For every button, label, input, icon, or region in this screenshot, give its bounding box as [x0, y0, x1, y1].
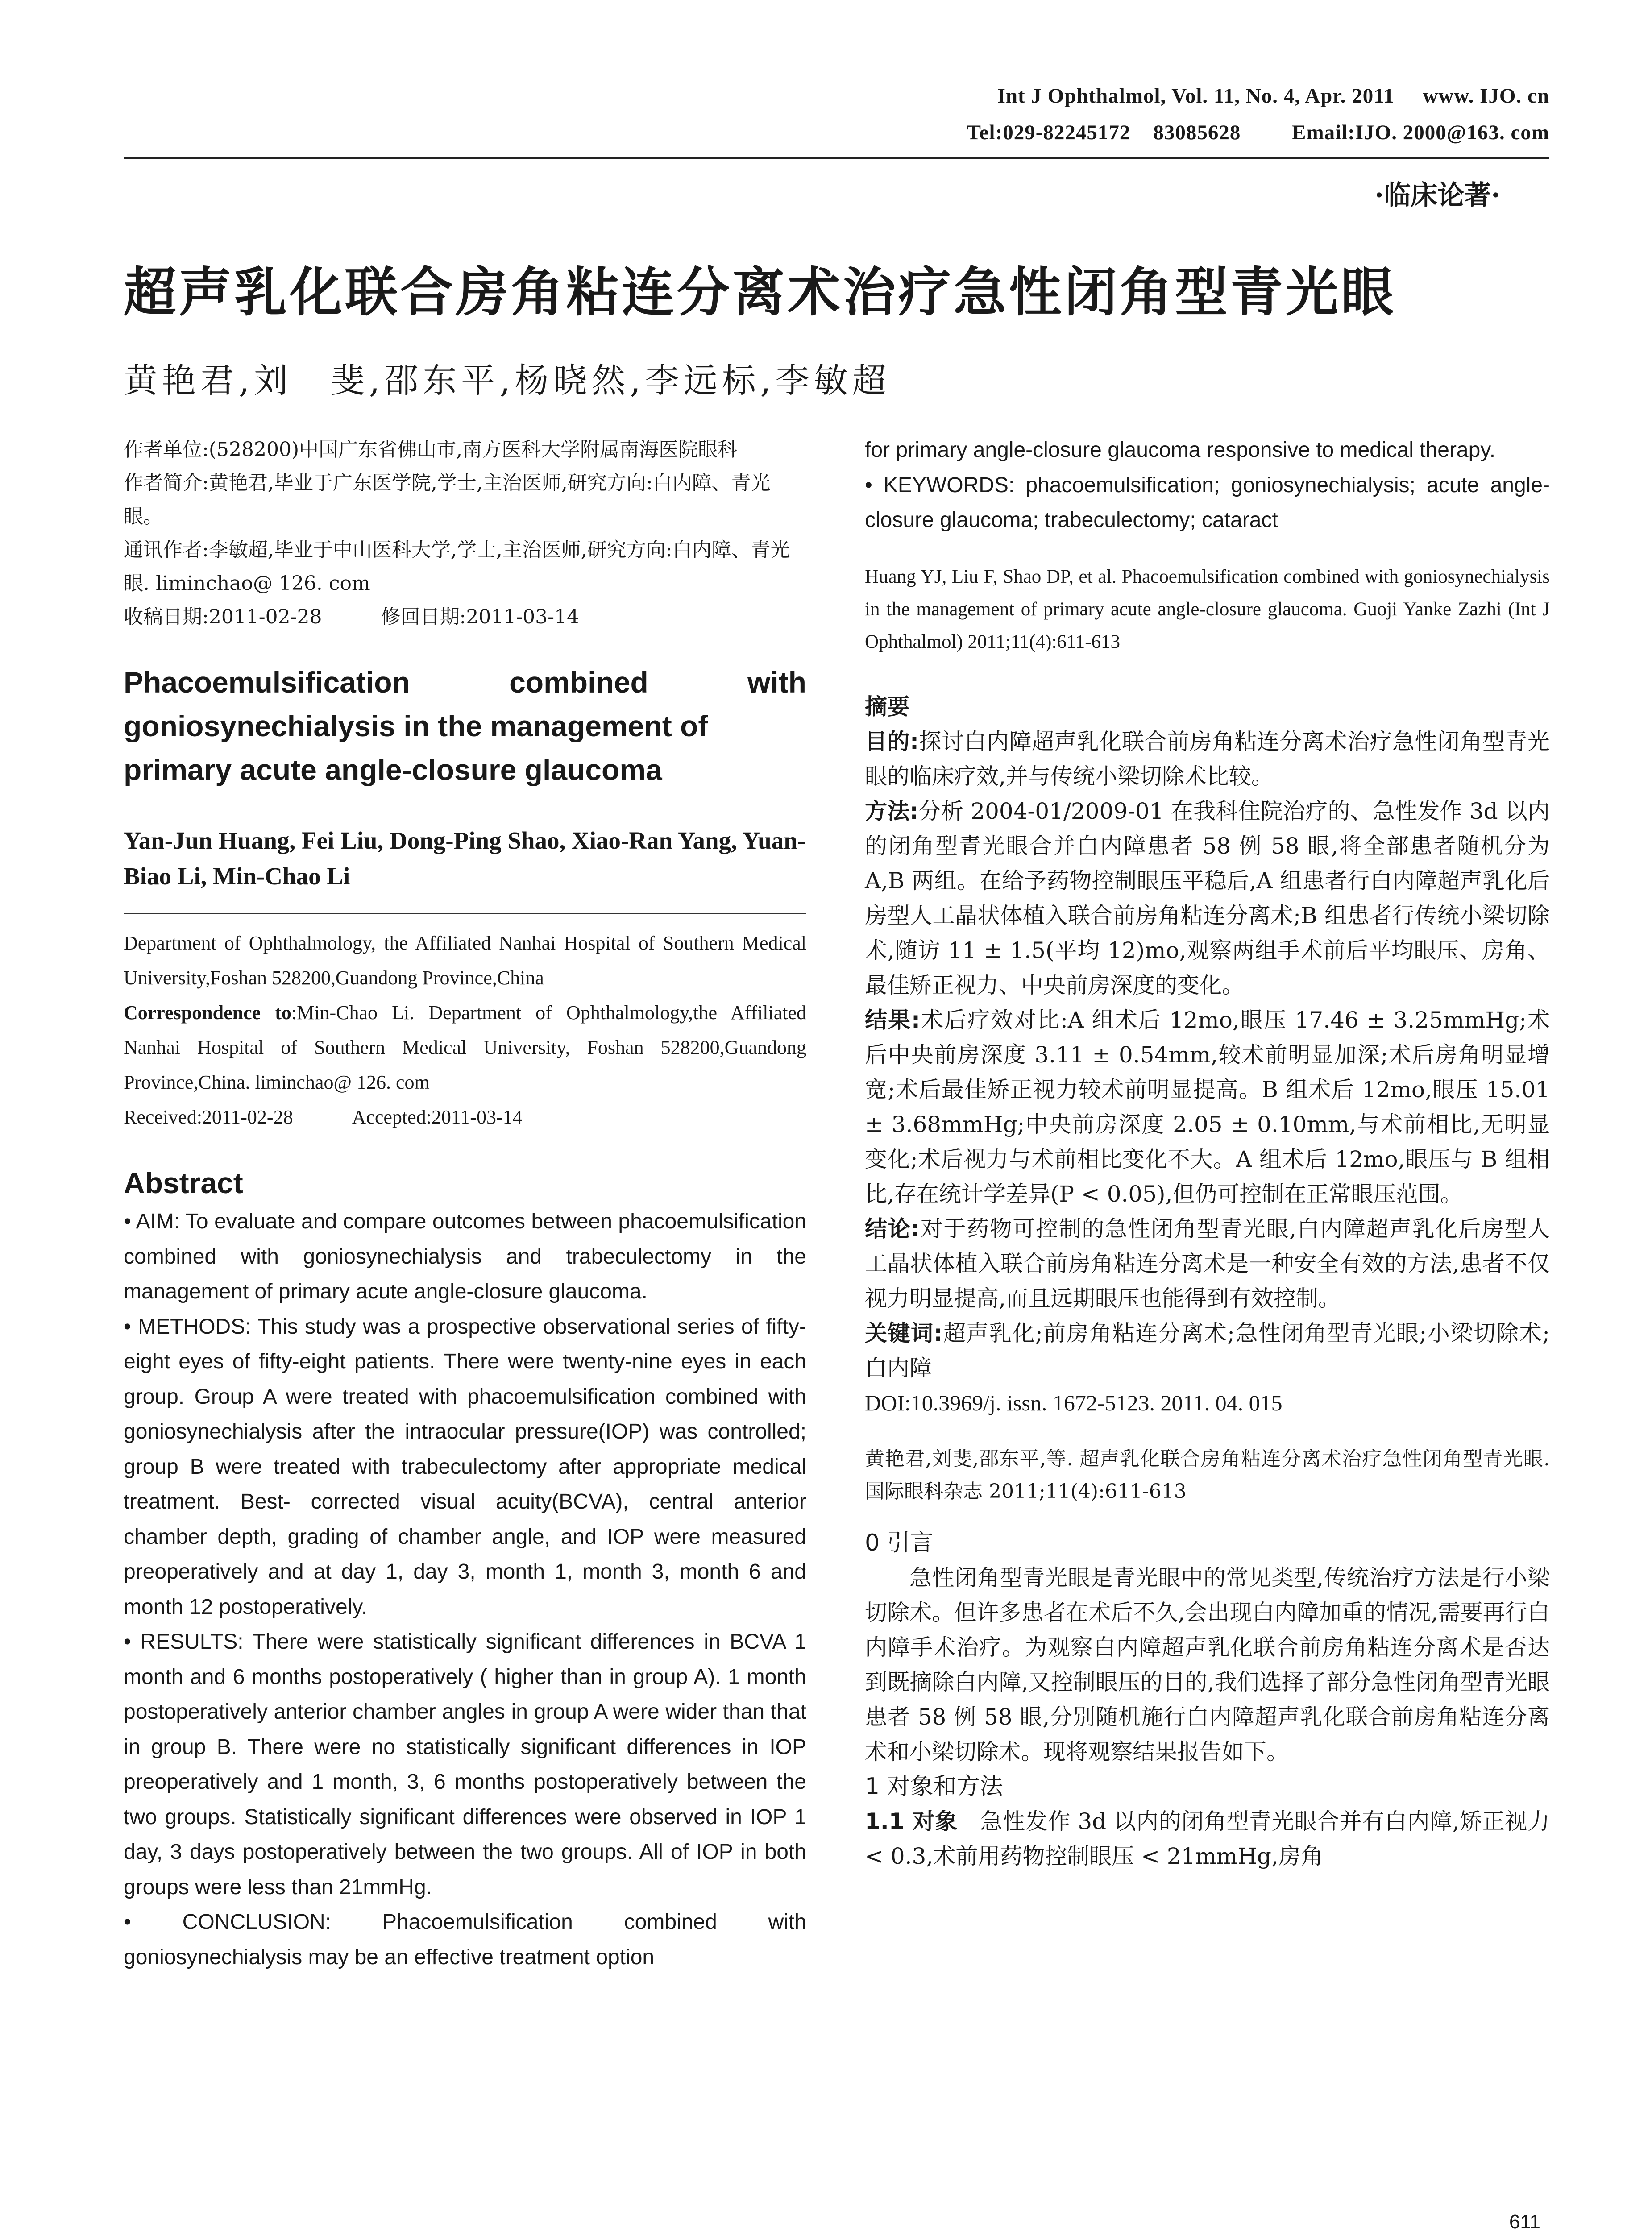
guanjianci-label: 关键词:	[865, 1320, 943, 1346]
jielun-label: 结论:	[865, 1215, 920, 1242]
correspondence-text: :Min-Chao Li. Department of Ophthalmology,the Affiliated Nanhai Hospital of Southern Medical University, Foshan 528200,Guandong Province,China. liminchao@ 126. com	[124, 1002, 806, 1093]
jieguo-label: 结果:	[865, 1007, 920, 1033]
department-en: Department of Ophthalmology, the Affiliated Nanhai Hospital of Southern Medical University,Foshan 528200,Guandong Province,China	[124, 932, 806, 989]
correspondence-label: Correspondence to	[124, 1002, 291, 1024]
title-en-line3: primary acute angle-closure glaucoma	[124, 753, 662, 786]
author-bio: 作者简介:黄艳君,毕业于广东医学院,学士,主治医师,研究方向:白内障、青光眼。	[124, 472, 771, 528]
citation-cn: 黄艳君,刘斐,邵东平,等. 超声乳化联合房角粘连分离术治疗急性闭角型青光眼. 国际眼科杂志 2011;11(4):611-613	[865, 1447, 1550, 1503]
abstract-heading: Abstract	[124, 1166, 243, 1199]
authors-en: Yan-Jun Huang, Fei Liu, Dong-Ping Shao, Xiao-Ran Yang, Yuan-Biao Li, Min-Chao Li	[124, 827, 806, 890]
guanjianci-text: 超声乳化;前房角粘连分离术;急性闭角型青光眼;小梁切除术;白内障	[865, 1320, 1550, 1381]
abstract-methods: • METHODS: This study was a prospective observational series of fifty-eight eyes of fifty-eight patients. There were twenty-nine eyes in each group. Group A were treated with phacoemulsification combined with goniosynechialysis after the intraocular pressure(IOP) was controlled; group B were treated with trabeculectomy after appropriate medical treatment. Best- corrected visual acuity(BCVA), central anterior chamber depth, grading of chamber angle, and IOP were measured preoperatively and at day 1, day 3, month 1, month 3, month 6 and month 12 postoperatively.	[124, 1315, 806, 1619]
section1-1	[865, 1804, 1550, 1874]
corresponding-author: 通讯作者:李敏超,毕业于中山医科大学,学士,主治医师,研究方向:白内障、青光眼. liminchao@ 126. com	[124, 539, 790, 595]
correspondence-en	[124, 995, 806, 1100]
zhaiyao-jielun	[865, 1211, 1550, 1316]
intro-paragraph: 急性闭角型青光眼是青光眼中的常见类型,传统治疗方法是行小梁切除术。但许多患者在术后不久,会出现白内障加重的情况,需要再行白内障手术治疗。为观察白内障超声乳化联合前房角粘连分离术是否达到既摘除白内障,又控制眼压的目的,我们选择了部分急性闭角型青光眼患者 58 例 58 眼,分别随机施行白内障超声乳化联合前房角粘连分离术和小梁切除术。现将观察结果报告如下。	[865, 1564, 1550, 1765]
left-column	[124, 433, 806, 1975]
mudi-label: 目的:	[865, 728, 919, 755]
page-number: 611	[1509, 2211, 1540, 2231]
zhaiyao-keywords	[865, 1316, 1550, 1385]
title-en-line1: Phacoemulsification combined with	[124, 666, 806, 699]
abstract-aim: • AIM: To evaluate and compare outcomes between phacoemulsification combined with goniosynechialysis and trabeculectomy in the management of primary acute angle-closure glaucoma.	[124, 1210, 806, 1303]
received-dates-cn: 收稿日期:2011-02-28 修回日期:2011-03-14	[124, 605, 580, 628]
title-en-line2: goniosynechialysis in the management of	[124, 709, 708, 742]
zhaiyao-mudi	[865, 724, 1550, 794]
authors-cn: 黄艳君,刘 斐,邵东平,杨晓然,李远标,李敏超	[124, 361, 891, 400]
section-tag: ·临床论著·	[1374, 180, 1500, 211]
right-column	[865, 433, 1550, 1874]
fangfa-text: 分析 2004-01/2009-01 在我科住院治疗的、急性发作 3d 以内的闭角型青光眼合并白内障患者 58 例 58 眼,将全部患者随机分为 A,B 两组。在给予药物控制眼压平稳后,A 组患者行白内障超声乳化后房型人工晶状体植入联合前房角粘连分离术;B 组患者行传统小梁切除术,随访 11 ± 1.5(平均 12)mo,观察两组手术前后平均眼压、房角、最佳矫正视力、中央前房深度的变化。	[865, 798, 1550, 998]
article-title-cn: 超声乳化联合房角粘连分离术治疗急性闭角型青光眼	[124, 261, 1397, 323]
abstract-conclusion-cont: for primary angle-closure glaucoma responsive to medical therapy.	[865, 438, 1496, 462]
journal-header-line2: Tel:029-82245172 83085628 Email:IJO. 2000@163. com	[967, 121, 1549, 144]
doi: DOI:10.3969/j. issn. 1672-5123. 2011. 04. 015	[865, 1390, 1283, 1415]
article-title-en	[124, 660, 806, 792]
zhaiyao-fangfa	[865, 794, 1550, 1003]
received-accepted-en: Received:2011-02-28 Accepted:2011-03-14	[124, 1106, 523, 1128]
jieguo-text: 术后疗效对比:A 组术后 12mo,眼压 17.46 ± 3.25mmHg;术后中央前房深度 3.11 ± 0.54mm,较术前明显加深;术后房角明显增宽;术后最佳矫正视力较术前明显提高。B 组术后 12mo,眼压 15.01 ± 3.68mmHg;中央前房深度 2.05 ± 0.10mm,与术前相比,无明显变化;术后视力与术前相比变化不大。A 组术后 12mo,眼压与 B 组相比,存在统计学差异(P < 0.05),但仍可控制在正常眼压范围。	[865, 1007, 1550, 1207]
header-rule	[124, 157, 1549, 159]
abstract-keywords: • KEYWORDS: phacoemulsification; goniosynechialysis; acute angle-closure glaucoma; trabeculectomy; cataract	[865, 473, 1550, 532]
intro-heading: 0 引言	[865, 1529, 934, 1556]
zhaiyao-jieguo	[865, 1003, 1550, 1211]
author-affiliation: 作者单位:(528200)中国广东省佛山市,南方医科大学附属南海医院眼科	[124, 438, 738, 461]
mudi-text: 探讨白内障超声乳化联合前房角粘连分离术治疗急性闭角型青光眼的临床疗效,并与传统小梁切除术比较。	[865, 728, 1550, 789]
authors-rule	[124, 913, 806, 914]
citation-en: Huang YJ, Liu F, Shao DP, et al. Phacoemulsification combined with goniosynechialysis in the management of primary acute angle-closure glaucoma. Guoji Yanke Zazhi (Int J Ophthalmol) 2011;11(4):611-613	[865, 566, 1550, 652]
section1-heading: 1 对象和方法	[865, 1773, 1003, 1800]
jielun-text: 对于药物可控制的急性闭角型青光眼,白内障超声乳化后房型人工晶状体植入联合前房角粘连分离术是一种安全有效的方法,患者不仅视力明显提高,而且远期眼压也能得到有效控制。	[865, 1215, 1550, 1311]
fangfa-label: 方法:	[865, 798, 919, 824]
abstract-results: • RESULTS: There were statistically significant differences in BCVA 1 month and 6 months postoperatively ( higher than in group A). 1 month postoperatively anterior chamber angles in group A were wider than that in group B. There were no statistically significant differences in IOP preoperatively and 1 month, 3, 6 months postoperatively between the two groups. Statistically significant differences were observed in IOP 1 day, 3 days postoperatively between the two groups. All of IOP in both groups were less than 21mmHg.	[124, 1630, 806, 1899]
zhaiyao-heading: 摘要	[865, 693, 909, 720]
section1-1-label: 1.1 对象	[865, 1808, 958, 1834]
journal-header-line1: Int J Ophthalmol, Vol. 11, No. 4, Apr. 2011 www. IJO. cn	[997, 84, 1549, 108]
section1-1-text: 急性发作 3d 以内的闭角型青光眼合并有白内障,矫正视力 < 0.3,术前用药物控制眼压 < 21mmHg,房角	[865, 1808, 1550, 1869]
abstract-conclusion: • CONCLUSION: Phacoemulsification combined with goniosynechialysis may be an effective treatment option	[124, 1910, 806, 1969]
